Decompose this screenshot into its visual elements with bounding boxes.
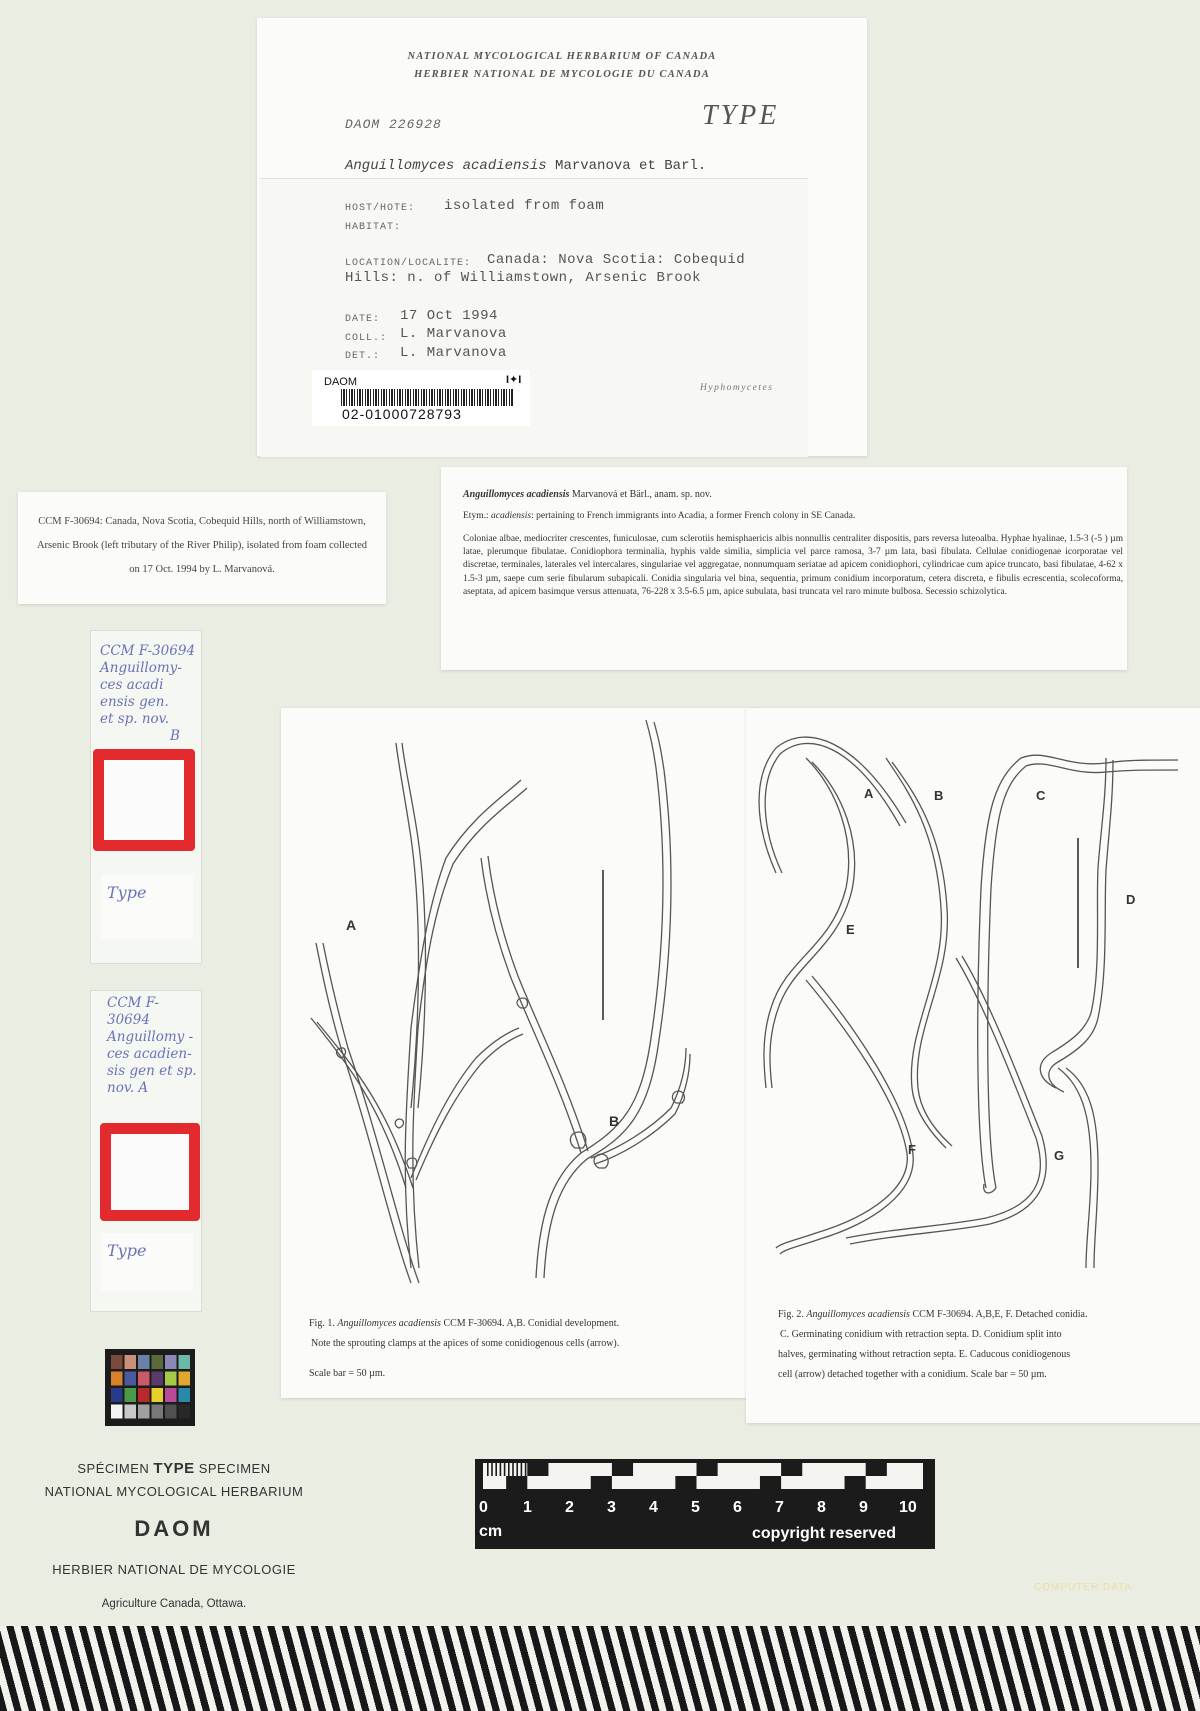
- color-chart-swatch: [152, 1355, 164, 1369]
- figure-1-drawing: [281, 708, 759, 1288]
- ruler-number: 6: [733, 1499, 742, 1516]
- color-chart-swatch: [179, 1388, 191, 1402]
- ruler-mm-tick: [500, 1463, 502, 1476]
- color-chart-swatch: [125, 1405, 137, 1419]
- ruler-block: [845, 1476, 866, 1489]
- color-chart-swatch: [179, 1355, 191, 1369]
- ruler-number: 0: [479, 1499, 488, 1516]
- figure-1-label-a: A: [346, 917, 357, 933]
- description-title: [463, 489, 712, 500]
- figure-1: [281, 708, 759, 1398]
- accession-number: DAOM 226928: [345, 117, 442, 132]
- strain-note-text: CCM F-30694: Canada, Nova Scotia, Cobequid Hills, north of Williamstown, Arsenic Brook (left tributary of the River Philip), isolated from foam collected on 17 Oct. 1994 by L. Marvanová.: [36, 516, 368, 575]
- ruler-mm-tick: [495, 1463, 497, 1476]
- ruler-block: [781, 1463, 802, 1476]
- stamp-line5: Agriculture Canada, Ottawa.: [101, 1598, 247, 1610]
- taxon-italic: Anguillomyces acadiensis: [345, 158, 547, 174]
- ruler-number: 8: [817, 1499, 826, 1516]
- ruler-copyright: copyright reserved: [752, 1525, 897, 1542]
- ruler-mm-tick: [487, 1463, 489, 1476]
- ruler-mm-tick: [504, 1463, 506, 1476]
- slide-a-line: sis gen et sp.: [107, 1063, 197, 1079]
- color-chart-swatch: [111, 1405, 123, 1419]
- ruler-number: 7: [775, 1499, 784, 1516]
- figure-1-caption-line3: Scale bar = 50 µm.: [309, 1368, 386, 1379]
- location-line1: Canada: Nova Scotia: Cobequid: [487, 252, 746, 268]
- color-chart-swatch: [179, 1405, 191, 1419]
- slide-b-line: et sp. nov.: [100, 711, 169, 727]
- barcode-number: 02-01000728793: [342, 406, 462, 422]
- ruler-mm-tick: [491, 1463, 493, 1476]
- slide-a-line: CCM F-30694: [107, 995, 160, 1028]
- slide-b-line: ces acadi: [100, 677, 164, 693]
- bottom-stripe-band: [0, 1626, 1200, 1711]
- stamp-daom: DAOM: [134, 1516, 214, 1541]
- figure-2-label-g: G: [1054, 1148, 1065, 1163]
- figure-2-caption-prefix: Fig. 2.: [778, 1309, 804, 1320]
- stamp-line2: NATIONAL MYCOLOGICAL HERBARIUM: [44, 1484, 304, 1499]
- description-title-rest: Marvanová et Bärl., anam. sp. nov.: [571, 489, 712, 500]
- figure-2-caption-line3: halves, germinating without retraction septa. E. Caducous conidiogenous: [778, 1349, 1071, 1360]
- color-chart-swatch: [165, 1372, 177, 1386]
- stamp-specimen-en: SPECIMEN: [198, 1461, 271, 1476]
- location-field-label: LOCATION/LOCALITE:: [345, 258, 472, 269]
- slide-b-type-text: Type: [107, 883, 147, 902]
- ruler-block: [697, 1463, 718, 1476]
- color-chart-swatch: [152, 1405, 164, 1419]
- color-chart-swatch: [165, 1388, 177, 1402]
- stamp-line1: [24, 1460, 324, 1477]
- figure-1-caption-italic: Anguillomyces acadiensis: [337, 1318, 441, 1329]
- figure-1-label-b: B: [609, 1113, 620, 1129]
- slide-a-type-text: Type: [107, 1241, 147, 1260]
- scale-ruler: [475, 1459, 935, 1549]
- figure-2-caption-italic: Anguillomyces acadiensis: [806, 1309, 910, 1320]
- stamp-line4: HERBIER NATIONAL DE MYCOLOGIE: [52, 1562, 296, 1577]
- figure-2-caption-line1: [778, 1305, 1087, 1325]
- ruler-block: [760, 1476, 781, 1489]
- barcode-icon: [341, 389, 513, 406]
- slide-b-line: CCM F-30694: [100, 643, 196, 659]
- ruler-mm-tick: [516, 1463, 518, 1476]
- host-field-label: HOST/HOTE:: [345, 203, 416, 214]
- slide-b-handwriting: [100, 643, 195, 745]
- slide-a-line: ces acadien-: [107, 1046, 192, 1062]
- color-chart-swatch: [111, 1372, 123, 1386]
- color-chart-swatch: [125, 1372, 137, 1386]
- color-chart-swatch: [152, 1388, 164, 1402]
- slide-a-coverslip-square: [100, 1123, 200, 1221]
- ruler-block: [527, 1463, 548, 1476]
- figure-1-caption-line1: [309, 1314, 619, 1334]
- figure-2-drawing: [746, 708, 1200, 1288]
- slide-b: [90, 630, 202, 964]
- location-line2: Hills: n. of Williamstown, Arsenic Brook: [345, 270, 702, 286]
- determiner-field-label: DET.:: [345, 351, 381, 362]
- figure-2-label-f: F: [908, 1142, 916, 1157]
- slide-a-line: Anguillomy -: [107, 1029, 194, 1045]
- color-chart-swatch: [179, 1372, 191, 1386]
- ruler-block: [506, 1476, 527, 1489]
- latin-description-card: [441, 467, 1127, 670]
- ruler-number: 2: [565, 1499, 574, 1516]
- ruler-block: [866, 1463, 887, 1476]
- color-chart-swatch: [138, 1372, 150, 1386]
- ruler-number: 10: [899, 1499, 917, 1516]
- ruler-unit: cm: [479, 1523, 503, 1540]
- computer-data-stamp: COMPUTER DATA: [1034, 1582, 1133, 1593]
- figure-2-label-d: D: [1126, 892, 1136, 907]
- barcode-prefix: DAOM: [324, 376, 357, 388]
- ruler-mm-tick: [512, 1463, 514, 1476]
- slide-b-type-label: [101, 875, 193, 939]
- ruler-mm-tick: [525, 1463, 527, 1476]
- figure-1-caption-line2: Note the sprouting clamps at the apices of some conidiogenous cells (arrow).: [311, 1338, 620, 1349]
- color-chart-swatch: [165, 1405, 177, 1419]
- taxon-name: [345, 158, 706, 174]
- slide-a: [90, 990, 202, 1312]
- ruler-mm-tick: [521, 1463, 523, 1476]
- color-chart-swatch: [111, 1388, 123, 1402]
- habitat-field-label: HABITAT:: [345, 222, 402, 233]
- group-note: Hyphomycetes: [700, 383, 774, 393]
- type-mark: TYPE: [702, 100, 780, 131]
- figure-2-caption-line2: C. Germinating conidium with retraction septa. D. Conidium split into: [780, 1329, 1062, 1340]
- ruler-number: 9: [859, 1499, 868, 1516]
- color-chart-swatch: [138, 1388, 150, 1402]
- stamp-type: TYPE: [153, 1460, 195, 1477]
- description-body: Coloniae albae, mediocriter crescentes, funiculosae, cum sclerotiis hemisphaericis albis nonnullis centraliter dispositis, pars reversa luteoalba. Hyphae hyalinae, 1.5-3 (-5 ) µm latae, plerumque fibulatae. Conidiophora terminalia, hyphis valde similia, simplicia vel parce ramosa, 3-7 µm lata, basi fibulata. Cellulae conidiogenae icorporatae vel discretae, terminales, laterales vel intercalares, singulariae vel aggregatae, nonnumquam seriatae ad apicem conidiophori, cylindricae cum apice truncato, basi fibulatae, 4-62 x 1.5-3 µm, saepe cum serie fibularum subapicali. Conidia singularia vel bina, sequentia, primum conidium incorporatum, cetera discreta, e fibulis ecrescentia, scolecoforma, aseptata, ad apicem basimque versus attenuata, 76-228 x 3.5-6.5 µm, apice subulata, basi truncata vel raro minute bulbosa. Secessio schizolytica.: [463, 534, 1123, 597]
- etymology-text: : pertaining to French immigrants into Acadia, a former French colony in SE Canada.: [531, 511, 856, 521]
- ruler-number: 5: [691, 1499, 700, 1516]
- label-header-en: NATIONAL MYCOLOGICAL HERBARIUM OF CANADA: [407, 51, 717, 62]
- color-chart-swatch: [125, 1388, 137, 1402]
- figure-2-label-c: C: [1036, 788, 1046, 803]
- host-value: isolated from foam: [444, 198, 605, 214]
- etymology: [463, 511, 1113, 521]
- figure-2-caption-line4: cell (arrow) detached together with a conidium. Scale bar = 50 µm.: [778, 1369, 1047, 1380]
- color-chart-swatch: [165, 1355, 177, 1369]
- color-calibration-chart: [105, 1349, 195, 1426]
- etymology-label: Etym.:: [463, 511, 489, 521]
- date-field-label: DATE:: [345, 314, 381, 325]
- color-chart-swatch: [138, 1355, 150, 1369]
- ruler-number: 1: [523, 1499, 532, 1516]
- determiner-value: L. Marvanova: [400, 345, 507, 361]
- date-value: 17 Oct 1994: [400, 308, 498, 324]
- color-chart-swatch: [111, 1355, 123, 1369]
- ruler-numbers: [475, 1499, 935, 1519]
- strain-note-card: [18, 492, 386, 604]
- slide-b-coverslip-square: [93, 749, 195, 851]
- taxon-authority: Marvanova et Barl.: [555, 158, 707, 174]
- slide-b-line: ensis gen.: [100, 694, 169, 710]
- slide-a-handwriting: [107, 995, 201, 1097]
- slide-b-line: B: [170, 728, 180, 744]
- ruler-number: 4: [649, 1499, 658, 1516]
- color-chart-swatch: [125, 1355, 137, 1369]
- figure-2-label-b: B: [934, 788, 944, 803]
- figure-1-caption-rest: CCM F-30694. A,B. Conidial development.: [443, 1318, 619, 1329]
- ruler-number: 3: [607, 1499, 616, 1516]
- canada-flag-icon: I✦I: [506, 374, 522, 386]
- description-title-italic: Anguillomyces acadiensis: [463, 489, 570, 500]
- slide-b-line: Anguillomy-: [100, 660, 182, 676]
- label-header-fr: HERBIER NATIONAL DE MYCOLOGIE DU CANADA: [414, 69, 710, 80]
- figure-2-label-e: E: [846, 922, 855, 937]
- figure-2: [746, 708, 1200, 1423]
- figure-2-caption-rest: CCM F-30694. A,B,E, F. Detached conidia.: [912, 1309, 1088, 1320]
- slide-a-type-label: [101, 1233, 193, 1291]
- figure-2-label-a: A: [864, 786, 874, 801]
- ruler-block: [591, 1476, 612, 1489]
- color-chart-swatch: [152, 1372, 164, 1386]
- collector-value: L. Marvanova: [400, 326, 507, 342]
- ruler-block: [612, 1463, 633, 1476]
- slide-a-line: nov. A: [107, 1080, 149, 1096]
- stamp-specimen-fr: SPÉCIMEN: [77, 1461, 150, 1476]
- ruler-mm-tick: [508, 1463, 510, 1476]
- etymology-word: acadiensis: [490, 511, 532, 521]
- figure-1-caption-prefix: Fig. 1.: [309, 1318, 335, 1329]
- collector-field-label: COLL.:: [345, 333, 388, 344]
- ruler-block: [675, 1476, 696, 1489]
- color-chart-swatch: [138, 1405, 150, 1419]
